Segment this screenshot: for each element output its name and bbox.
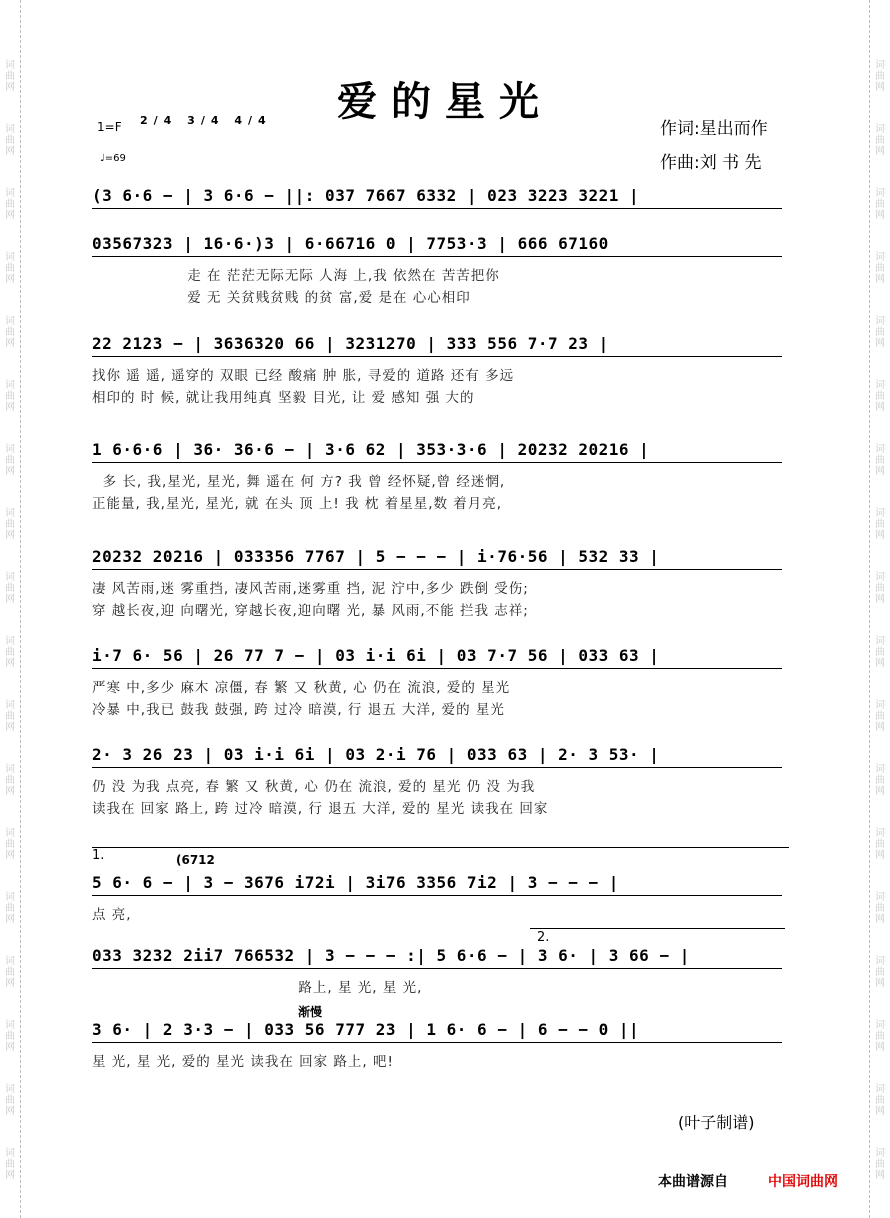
watermark-char: 曲 (875, 199, 885, 210)
watermark-text (4, 508, 16, 541)
watermark-char: 词 (875, 1084, 885, 1095)
watermark-char: 词 (5, 572, 15, 583)
watermark-char: 网 (875, 530, 885, 541)
lyric-line-1: 走 在 茫茫无际无际 人海 上,我 依然在 苦苦把你 (92, 268, 500, 284)
notation-row: i·7 6· 56 | 26 77 7 − | 03 i·i 6i | 03 7·7 56 | 033 63 | (92, 646, 660, 665)
watermark-char: 网 (875, 274, 885, 285)
watermark-text (874, 700, 886, 733)
watermark-char: 曲 (875, 71, 885, 82)
watermark-char: 网 (5, 1170, 15, 1181)
watermark-text (4, 956, 16, 989)
watermark-char: 曲 (875, 647, 885, 658)
watermark-char: 曲 (875, 839, 885, 850)
watermark-char: 网 (875, 978, 885, 989)
watermark-char: 词 (5, 828, 15, 839)
beam-line (92, 1042, 782, 1043)
watermark-char: 网 (5, 594, 15, 605)
notation-row: 3 6· | 2 3·3 − | 033 56 777 23 | 1 6· 6 − | 6 − − 0 || (92, 1020, 640, 1039)
lyric-line-1: 点 亮, (92, 907, 132, 923)
watermark-char: 词 (5, 956, 15, 967)
watermark-char: 词 (5, 444, 15, 455)
watermark-char: 网 (5, 146, 15, 157)
key-signature: 1=F (97, 120, 122, 134)
lyric-line-2: 正能量, 我,星光, 星光, 就 在头 顶 上! 我 枕 着星星,数 着月亮, (92, 496, 503, 512)
watermark-text (874, 956, 886, 989)
watermark-char: 词 (875, 252, 885, 263)
watermark-char: 词 (5, 252, 15, 263)
watermark-text (4, 124, 16, 157)
volta-2: 2. (537, 930, 550, 945)
watermark-char: 网 (875, 914, 885, 925)
watermark-text (874, 252, 886, 285)
watermark-char: 网 (5, 1106, 15, 1117)
beam-line (92, 208, 782, 209)
watermark-text (874, 124, 886, 157)
watermark-char: 词 (875, 1148, 885, 1159)
watermark-text (874, 1020, 886, 1053)
watermark-char: 曲 (875, 1095, 885, 1106)
watermark-char: 曲 (875, 711, 885, 722)
beam-line (92, 767, 782, 768)
watermark-text (4, 572, 16, 605)
lyricist-credit: 作词:星出而作 (660, 119, 768, 139)
watermark-char: 曲 (5, 903, 15, 914)
watermark-char: 网 (5, 338, 15, 349)
watermark-text (4, 892, 16, 925)
watermark-text (874, 828, 886, 861)
watermark-char: 网 (5, 1042, 15, 1053)
watermark-char: 网 (875, 1170, 885, 1181)
watermark-char: 词 (875, 60, 885, 71)
watermark-text (4, 380, 16, 413)
watermark-char: 曲 (5, 583, 15, 594)
watermark-char: 网 (5, 786, 15, 797)
source-label: 本曲谱源自 (658, 1174, 728, 1190)
watermark-char: 词 (875, 188, 885, 199)
watermark-char: 网 (5, 914, 15, 925)
watermark-char: 词 (875, 1020, 885, 1031)
watermark-char: 网 (875, 594, 885, 605)
watermark-char: 词 (5, 316, 15, 327)
watermark-char: 曲 (5, 71, 15, 82)
watermark-char: 词 (5, 124, 15, 135)
lyric-line-2: 爱 无 关贫贱贫贱 的贫 富,爱 是在 心心相印 (92, 290, 471, 306)
watermark-char: 词 (5, 700, 15, 711)
beam-line (92, 462, 782, 463)
lyric-line-1: 凄 风苦雨,迷 雾重挡, 凄风苦雨,迷雾重 挡, 泥 泞中,多少 跌倒 受伤; (92, 581, 529, 597)
watermark-char: 曲 (5, 519, 15, 530)
watermark-text (4, 188, 16, 221)
time-signatures (140, 114, 272, 127)
watermark-char: 网 (5, 402, 15, 413)
time-signature-4-4: 4/4 (234, 114, 272, 127)
lyric-line-1: 找你 遥 遥, 遥穿的 双眼 已经 酸痛 肿 胀, 寻爱的 道路 还有 多远 (92, 368, 515, 384)
watermark-char: 网 (5, 274, 15, 285)
volta-1: 1. (92, 848, 105, 863)
watermark-text (874, 764, 886, 797)
watermark-char: 网 (5, 658, 15, 669)
lyric-line-2: 读我在 回家 路上, 跨 过冷 暗漠, 行 退五 大洋, 爱的 星光 读我在 回家 (92, 801, 549, 817)
beam-line (92, 895, 782, 896)
watermark-char: 词 (875, 380, 885, 391)
watermark-char: 曲 (875, 1159, 885, 1170)
lyric-line-2: 穿 越长夜,迎 向曙光, 穿越长夜,迎向曙 光, 暴 风雨,不能 拦我 志祥; (92, 603, 529, 619)
watermark-char: 曲 (875, 775, 885, 786)
watermark-char: 词 (875, 508, 885, 519)
lyric-line-1: 多 长, 我,星光, 星光, 舞 遥在 何 方? 我 曾 经怀疑,曾 经迷惘, (92, 474, 506, 490)
watermark-char: 网 (875, 786, 885, 797)
watermark-char: 词 (875, 316, 885, 327)
watermark-char: 曲 (5, 455, 15, 466)
notation-row: 03567323 | 16·6·)3 | 6·66716 0 | 7753·3 | 666 67160 (92, 234, 609, 253)
notation-row: 5 6· 6 − | 3 − 3676 i72i | 3i76 3356 7i2 | 3 − − − | (92, 873, 619, 892)
watermark-text (874, 1084, 886, 1117)
watermark-char: 网 (875, 210, 885, 221)
watermark-char: 曲 (5, 775, 15, 786)
volta-1-bracket (92, 847, 789, 848)
watermark-char: 曲 (875, 519, 885, 530)
watermark-char: 曲 (875, 903, 885, 914)
watermark-char: 词 (875, 124, 885, 135)
song-title: 爱的星光 (337, 78, 553, 125)
watermark-char: 网 (5, 722, 15, 733)
watermark-char: 曲 (5, 1031, 15, 1042)
notation-row: 22 2123 − | 3636320 66 | 3231270 | 333 556 7·7 23 | (92, 334, 609, 353)
watermark-char: 词 (875, 828, 885, 839)
watermark-text (874, 380, 886, 413)
watermark-text (874, 444, 886, 477)
watermark-char: 网 (875, 338, 885, 349)
beam-line (92, 256, 782, 257)
watermark-char: 曲 (875, 327, 885, 338)
watermark-char: 曲 (5, 967, 15, 978)
watermark-char: 曲 (5, 1095, 15, 1106)
watermark-char: 曲 (875, 263, 885, 274)
watermark-char: 曲 (875, 135, 885, 146)
watermark-char: 词 (5, 188, 15, 199)
watermark-char: 曲 (5, 135, 15, 146)
composer-credit: 作曲:刘 书 先 (660, 153, 762, 173)
watermark-char: 词 (875, 636, 885, 647)
lyric-line-1: 严寒 中,多少 麻木 凉僵, 春 繁 又 秋黄, 心 仍在 流浪, 爱的 星光 (92, 680, 511, 696)
watermark-text (4, 252, 16, 285)
lyric-line-1: 路上, 星 光, 星 光, (92, 980, 423, 996)
notation-row: 2· 3 26 23 | 03 i·i 6i | 03 2·i 76 | 033 63 | 2· 3 53· | (92, 745, 660, 764)
watermark-char: 网 (5, 82, 15, 93)
watermark-text (874, 316, 886, 349)
watermark-char: 词 (875, 892, 885, 903)
time-signature-3-4: 3/4 (187, 114, 225, 127)
watermark-char: 词 (5, 764, 15, 775)
watermark-char: 网 (875, 1042, 885, 1053)
watermark-char: 曲 (5, 199, 15, 210)
watermark-text (874, 1148, 886, 1181)
watermark-char: 网 (5, 210, 15, 221)
watermark-char: 网 (875, 850, 885, 861)
watermark-char: 网 (875, 82, 885, 93)
watermark-char: 词 (5, 1084, 15, 1095)
watermark-char: 网 (5, 850, 15, 861)
watermark-char: 词 (875, 700, 885, 711)
watermark-char: 曲 (5, 647, 15, 658)
watermark-char: 词 (5, 1020, 15, 1031)
watermark-char: 曲 (5, 263, 15, 274)
watermark-char: 网 (5, 978, 15, 989)
watermark-text (4, 316, 16, 349)
watermark-char: 曲 (875, 967, 885, 978)
lyric-line-2: 相印的 时 候, 就让我用纯真 坚毅 目光, 让 爱 感知 强 大的 (92, 390, 475, 406)
watermark-text (874, 636, 886, 669)
watermark-char: 曲 (875, 391, 885, 402)
watermark-char: 网 (875, 146, 885, 157)
watermark-char: 词 (5, 60, 15, 71)
watermark-char: 词 (5, 892, 15, 903)
watermark-char: 词 (5, 508, 15, 519)
watermark-text (4, 636, 16, 669)
lyric-line-1: 仍 没 为我 点亮, 春 繁 又 秋黄, 心 仍在 流浪, 爱的 星光 仍 没 为我 (92, 779, 536, 795)
watermark-char: 曲 (875, 455, 885, 466)
watermark-text (4, 828, 16, 861)
watermark-char: 网 (875, 722, 885, 733)
tempo-change: 渐慢 (298, 1005, 323, 1019)
watermark-text (874, 508, 886, 541)
watermark-char: 网 (875, 658, 885, 669)
watermark-char: 词 (5, 1148, 15, 1159)
watermark-char: 网 (875, 1106, 885, 1117)
lyric-line-2: 冷暴 中,我已 鼓我 鼓强, 跨 过冷 暗漠, 行 退五 大洋, 爱的 星光 (92, 702, 505, 718)
watermark-text (4, 764, 16, 797)
beam-line (92, 968, 782, 969)
beam-line (92, 356, 782, 357)
watermark-char: 词 (875, 444, 885, 455)
beam-line (92, 569, 782, 570)
watermark-text (4, 1148, 16, 1181)
watermark-char: 词 (5, 636, 15, 647)
notation-row: 033 3232 2ii7 766532 | 3 − − − :| 5 6·6 − | 3 6· | 3 66 − | (92, 946, 690, 965)
source-site-link[interactable]: 中国词曲网 (768, 1174, 838, 1190)
lyric-line-1: 星 光, 星 光, 爱的 星光 读我在 回家 路上, 吧! (92, 1054, 394, 1070)
grace-notes: (6712 (176, 853, 215, 867)
watermark-char: 网 (5, 466, 15, 477)
watermark-text (874, 572, 886, 605)
watermark-char: 曲 (875, 583, 885, 594)
watermark-char: 曲 (5, 391, 15, 402)
watermark-text (4, 700, 16, 733)
watermark-char: 曲 (5, 839, 15, 850)
watermark-char: 网 (5, 530, 15, 541)
watermark-char: 网 (875, 402, 885, 413)
watermark-text (874, 188, 886, 221)
watermark-char: 曲 (5, 1159, 15, 1170)
beam-line (92, 668, 782, 669)
watermark-char: 词 (875, 764, 885, 775)
watermark-char: 曲 (5, 327, 15, 338)
time-signature-2-4: 2/4 (140, 114, 178, 127)
watermark-char: 网 (875, 466, 885, 477)
volta-2-bracket (530, 928, 785, 929)
watermark-text (4, 444, 16, 477)
watermark-text (4, 1020, 16, 1053)
watermark-char: 曲 (875, 1031, 885, 1042)
notation-row: (3 6·6 − | 3 6·6 − ||: 037 7667 6332 | 023 3223 3221 | (92, 186, 640, 205)
notation-row: 1 6·6·6 | 36· 36·6 − | 3·6 62 | 353·3·6 | 20232 20216 | (92, 440, 650, 459)
arranger-credit: (叶子制谱) (678, 1113, 755, 1132)
notation-row: 20232 20216 | 033356 7767 | 5 − − − | i·76·56 | 532 33 | (92, 547, 660, 566)
watermark-text (874, 892, 886, 925)
watermark-char: 词 (5, 380, 15, 391)
tempo-marking: ♩=69 (100, 153, 126, 164)
watermark-char: 曲 (5, 711, 15, 722)
watermark-char: 词 (875, 956, 885, 967)
watermark-text (4, 1084, 16, 1117)
watermark-char: 词 (875, 572, 885, 583)
